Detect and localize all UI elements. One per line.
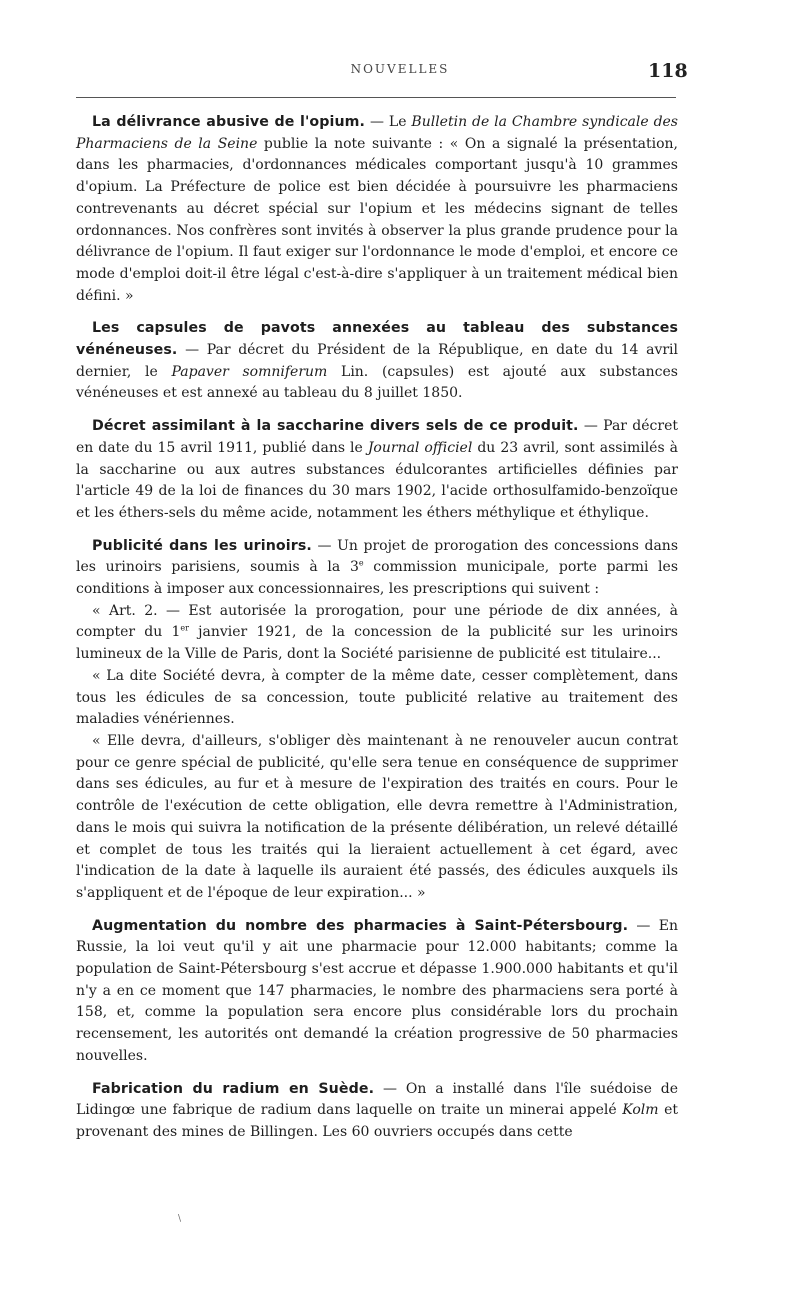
article-source: Bulletin de la Chambre syndicale des Pharmaciens de la Seine — [76, 114, 678, 152]
article-text: — Un projet de prorogation des concessions dans les urinoirs parisiens, soumis à la 3 — [76, 537, 678, 576]
article-saccharine — [76, 416, 678, 525]
article-text: — En Russie, la loi veut qu'il y ait une pharmacie pour 12.000 habitants; comme la population de Saint-Pétersbourg s'est accrue et dépasse 1.900.000 habitants et qu'il n'y a en ce moment que 147 pharmacies, le nombre des pharmaciens sera porté à 158, et, comme la population sera encore plus considérable lors du prochain recensement, les autorités ont demandé la création progressive de 50 pharmacies nouvelles. — [76, 917, 678, 1064]
running-header-title: NOUVELLES — [350, 62, 450, 76]
quote-paragraph: « La dite Société devra, à compter de la même date, cesser complètement, dans tous les édicules de sa concession, toute publicité relative au traitement des maladies vénériennes. — [76, 667, 678, 728]
quote-paragraph — [76, 601, 678, 666]
article-title: Fabrication du radium en Suède. — [92, 1080, 375, 1097]
article-urinoirs — [76, 536, 678, 905]
article-title: La délivrance abusive de l'opium. — [92, 114, 366, 130]
article-title: Publicité dans les urinoirs. — [92, 537, 312, 554]
superscript: er — [180, 623, 189, 633]
article-text: commission municipale, porte parmi les conditions à imposer aux concessionnaires, les prescriptions qui suivent : — [76, 559, 678, 598]
article-text: — On a installé dans l'île suédoise de Lidingœ une fabrique de radium dans laquelle on traite un minerai appelé — [76, 1080, 679, 1119]
article-title: Les capsules de pavots annexées au tableau des substances vénéneuses. — [76, 320, 678, 359]
article-text: publie la note suivante : « On a signalé la présentation, dans les pharmacies, d'ordonnances médicales comportant jusqu'à 10 grammes d'opium. La Préfecture de police est bien décidée à poursuivre les pharmaciens contrevenants au décret spécial sur l'opium et les médecins signant de telles ordonnances. Nos confrères sont invités à observer la plus grande prudence pour la délivrance de l'opium. Il faut exiger sur l'ordonnance le mode d'emploi, et encore ce mode d'emploi doit-il être légal c'est-à-dire s'appliquer à un traitement médical bien défini. » — [76, 135, 678, 304]
article-title: Décret assimilant à la saccharine divers sels de ce produit. — [92, 418, 579, 435]
quote-paragraph: « Elle devra, d'ailleurs, s'obliger dès maintenant à ne renouveler aucun contrat pour ce genre spécial de publicité, qu'elle sera tenue en conséquence de supprimer dans ses édicules, au fur et à mesure de l'expiration des traités en cours. Pour le contrôle de l'exécution de cette obligation, elle devra remettre à l'Administration, dans le mois qui suivra la notification de la présente délibération, un relevé détaillé et complet de tous les traités qui la lieraient actuellement à cet égard, avec l'indication de la date à laquelle ils auraient été passés, des édicules auxquels ils s'appliquent et de l'époque de leur expiration... » — [76, 732, 678, 901]
article-capsules — [76, 318, 678, 405]
article-italic: Kolm — [622, 1102, 659, 1119]
quote-text: « Art. 2. — Est autorisée la prorogation, pour une période de dix années, à compter du 1 — [76, 602, 678, 641]
quote-text: janvier 1921, de la concession de la publicité sur les urinoirs lumineux de la Ville de Paris, dont la Société parisienne de publicité est titulaire... — [76, 624, 678, 663]
article-paragraph — [76, 536, 678, 601]
article-opium — [76, 112, 678, 307]
article-italic: Papaver somniferum — [171, 363, 328, 380]
article-radium — [76, 1079, 678, 1144]
header-divider — [76, 97, 676, 98]
article-text: du 23 avril, sont assimilés à la saccharine ou aux autres substances édulcorantes artificielles définies par l'article 49 de la loi de finances du 30 mars 1902, l'acide orthosulfamido-benzoïque et les éthers-sels du même acide, notamment les éthers méthylique et éthylique. — [76, 439, 679, 521]
stray-print-mark: \ — [178, 1214, 182, 1224]
article-text: — Par décret en date du 15 avril 1911, publié dans le — [76, 418, 678, 456]
superscript: e — [358, 558, 364, 568]
article-column — [76, 112, 678, 1155]
article-italic: Journal officiel — [367, 439, 473, 456]
article-text: et provenant des mines de Billingen. Les 60 ouvriers occupés dans cette — [76, 1102, 678, 1140]
article-text: — Par décret du Président de la République, en date du 14 avril dernier, le — [76, 342, 678, 380]
article-pharmacies — [76, 916, 678, 1068]
article-title: Augmentation du nombre des pharmacies à Saint-Pétersbourg. — [92, 917, 629, 934]
article-text: Lin. (capsules) est ajouté aux substances vénéneuses et est annexé au tableau du 8 juillet 1850. — [76, 363, 678, 402]
page-number: 118 — [648, 60, 688, 82]
article-text: — Le — [365, 114, 412, 130]
